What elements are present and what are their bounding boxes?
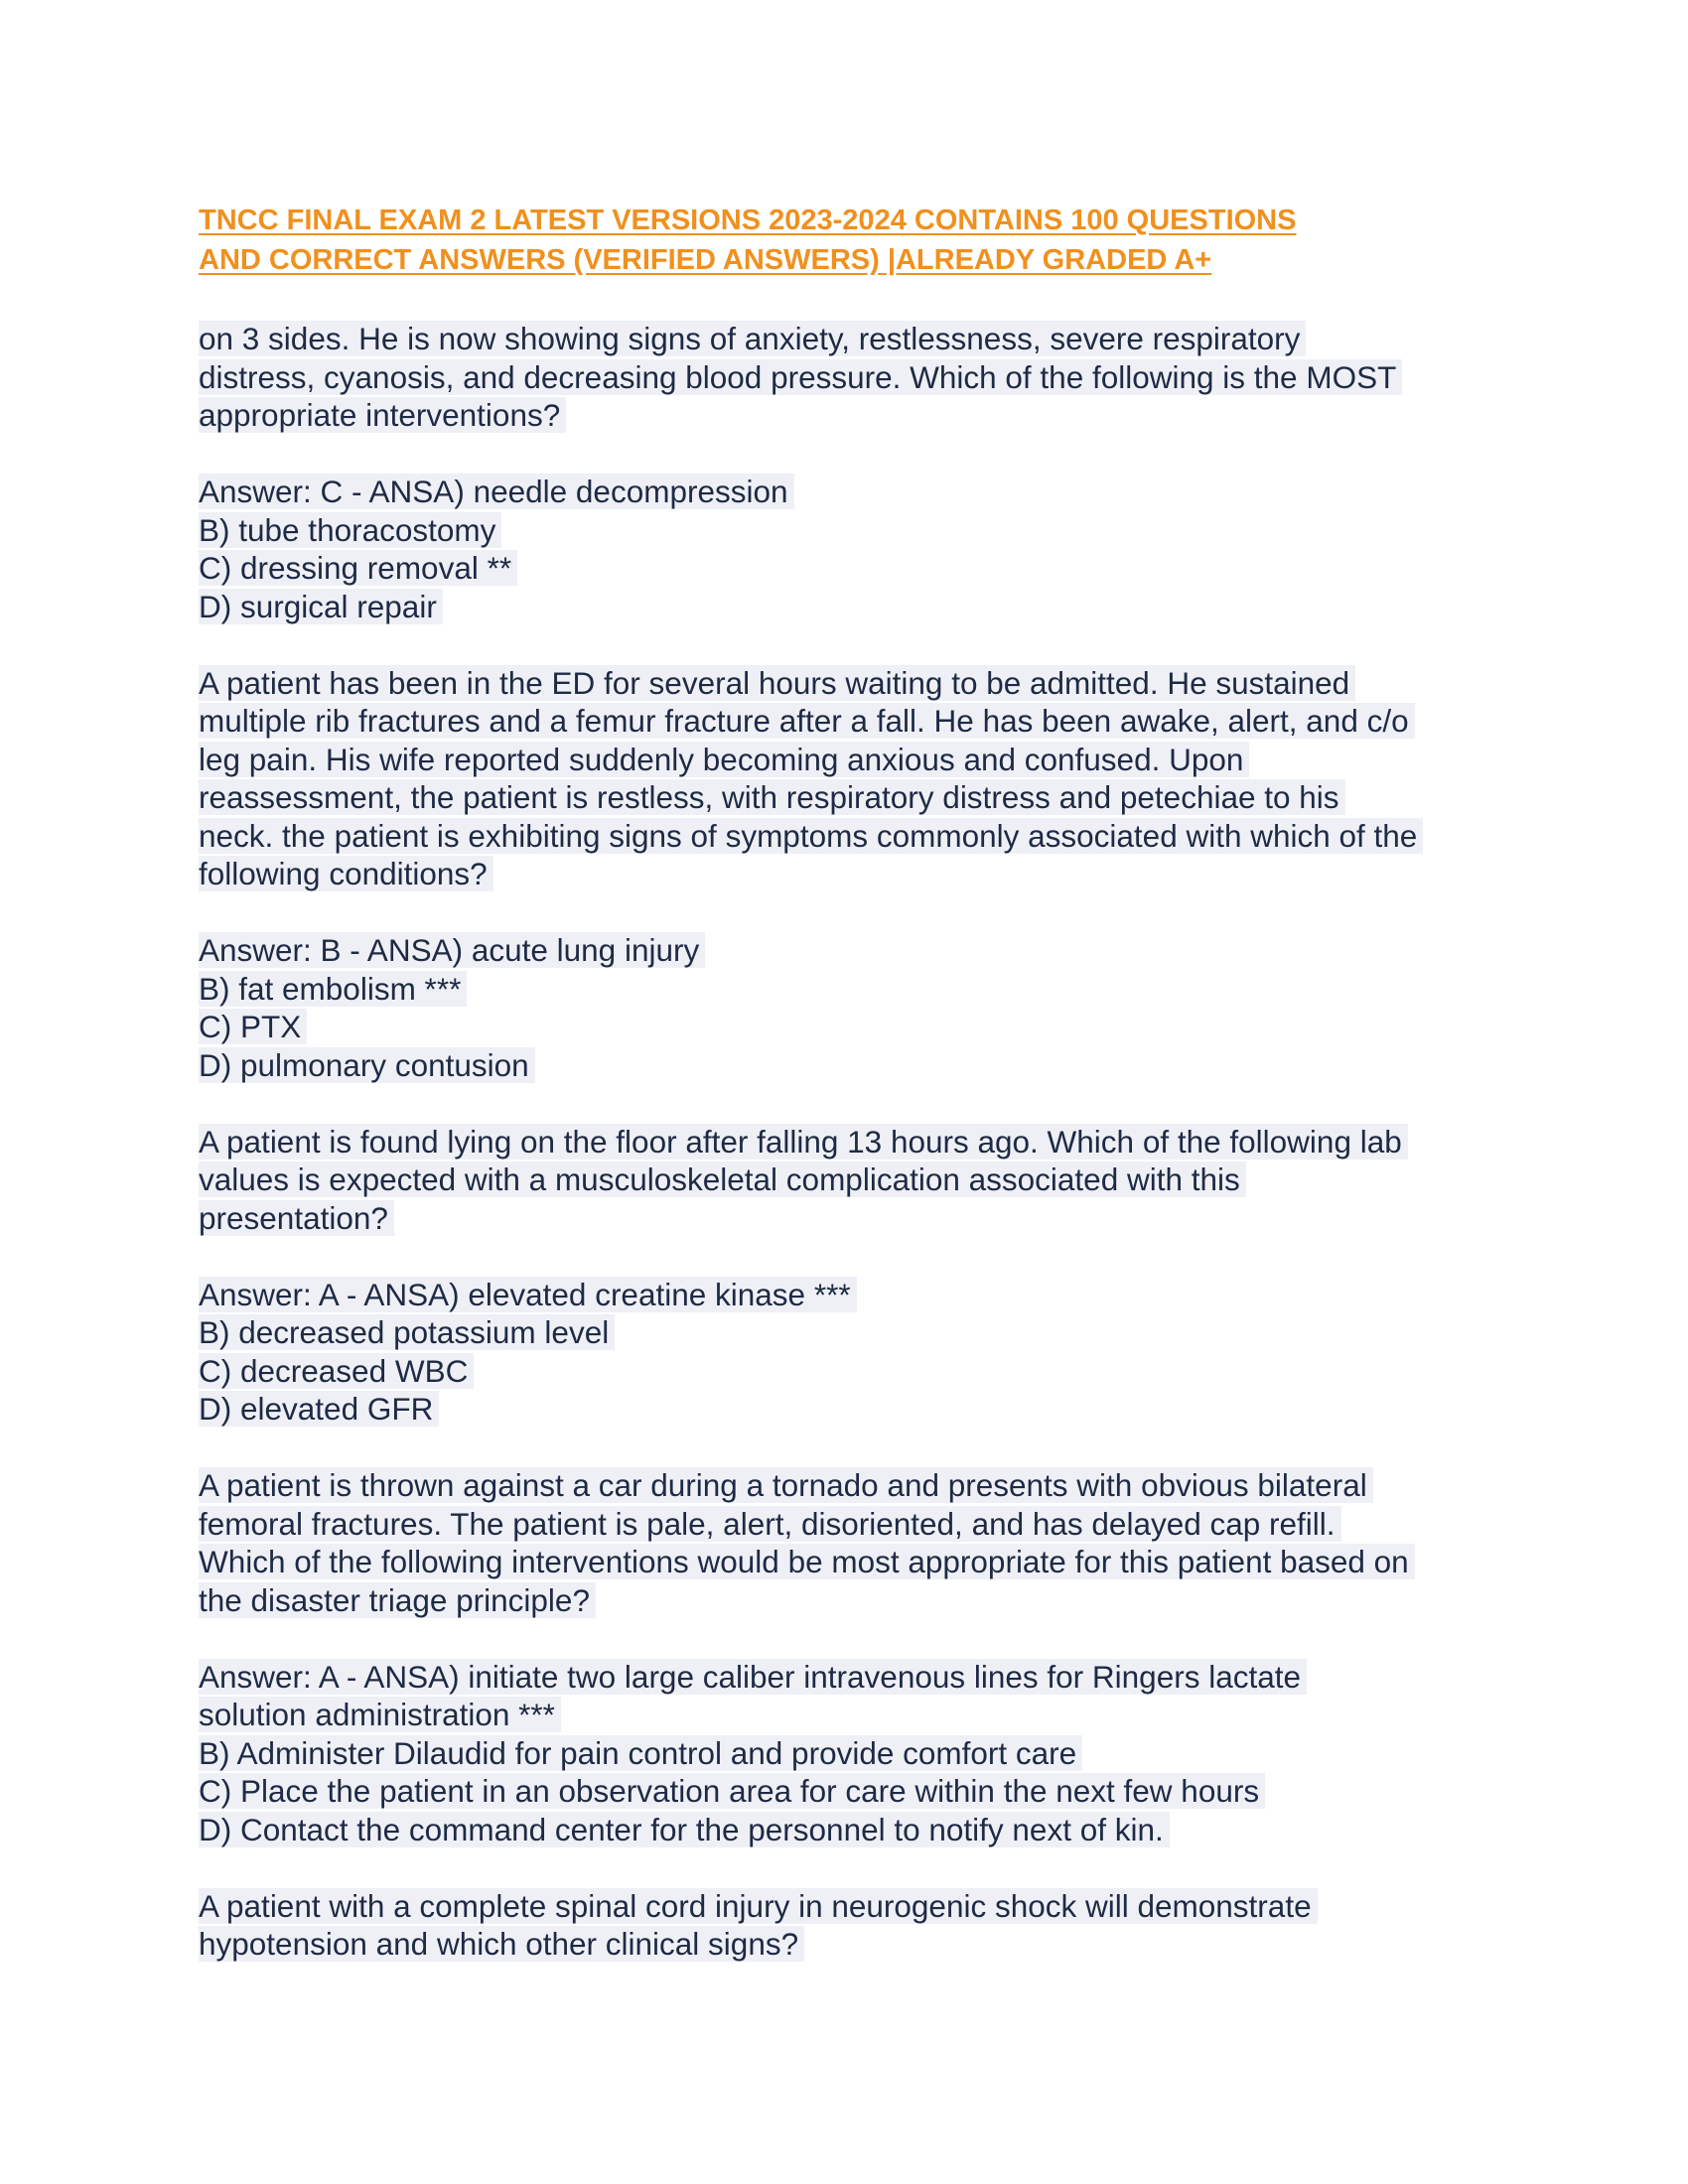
document-body xyxy=(199,320,1509,2001)
text-line: femoral fractures. The patient is pale, alert, disoriented, and has delayed cap refill. xyxy=(199,1505,1509,1544)
question-continuation xyxy=(199,320,1509,435)
text-line: neck. the patient is exhibiting signs of symptoms commonly associated with which of the xyxy=(199,817,1509,856)
answer-line: Answer: C - ANSA) needle decompression xyxy=(199,473,1509,511)
answer-block xyxy=(199,1276,1509,1429)
document-title-line-2: AND CORRECT ANSWERS (VERIFIED ANSWERS) |ALREADY GRADED A+ xyxy=(199,244,1212,276)
answer-block xyxy=(199,1658,1509,1849)
answer-line: solution administration *** xyxy=(199,1696,1509,1734)
document-title-line-1: TNCC FINAL EXAM 2 LATEST VERSIONS 2023-2024 CONTAINS 100 QUESTIONS xyxy=(199,205,1297,236)
option-line: B) fat embolism *** xyxy=(199,970,1509,1009)
option-line: B) Administer Dilaudid for pain control and provide comfort care xyxy=(199,1734,1509,1773)
text-line: A patient is found lying on the floor after falling 13 hours ago. Which of the following lab xyxy=(199,1123,1509,1161)
document-title xyxy=(199,201,1509,280)
option-line: D) pulmonary contusion xyxy=(199,1046,1509,1085)
text-line: values is expected with a musculoskeletal complication associated with this xyxy=(199,1160,1509,1199)
option-line: C) Place the patient in an observation area for care within the next few hours xyxy=(199,1772,1509,1811)
text-line: the disaster triage principle? xyxy=(199,1581,1509,1620)
option-line: C) decreased WBC xyxy=(199,1352,1509,1391)
text-line: multiple rib fractures and a femur fracture after a fall. He has been awake, alert, and c/o xyxy=(199,702,1509,741)
text-line: Which of the following interventions would be most appropriate for this patient based on xyxy=(199,1543,1509,1581)
question-block xyxy=(199,1887,1509,1964)
option-line: D) elevated GFR xyxy=(199,1390,1509,1429)
answer-block xyxy=(199,931,1509,1084)
question-block xyxy=(199,1466,1509,1619)
text-line: leg pain. His wife reported suddenly becoming anxious and confused. Upon xyxy=(199,741,1509,779)
answer-line: Answer: A - ANSA) elevated creatine kinase *** xyxy=(199,1276,1509,1314)
question-block xyxy=(199,1123,1509,1238)
text-line: reassessment, the patient is restless, with respiratory distress and petechiae to his xyxy=(199,778,1509,817)
text-line: presentation? xyxy=(199,1199,1509,1238)
option-line: B) tube thoracostomy xyxy=(199,511,1509,550)
text-line: on 3 sides. He is now showing signs of anxiety, restlessness, severe respiratory xyxy=(199,320,1509,358)
text-line: following conditions? xyxy=(199,855,1509,893)
question-block xyxy=(199,664,1509,893)
text-line: appropriate interventions? xyxy=(199,396,1509,435)
text-line: A patient has been in the ED for several hours waiting to be admitted. He sustained xyxy=(199,664,1509,703)
option-line: B) decreased potassium level xyxy=(199,1313,1509,1352)
option-line: D) Contact the command center for the personnel to notify next of kin. xyxy=(199,1811,1509,1849)
text-line: A patient with a complete spinal cord injury in neurogenic shock will demonstrate xyxy=(199,1887,1509,1926)
text-line: A patient is thrown against a car during a tornado and presents with obvious bilateral xyxy=(199,1466,1509,1505)
option-line: C) PTX xyxy=(199,1008,1509,1046)
option-line: D) surgical repair xyxy=(199,588,1509,626)
text-line: hypotension and which other clinical signs? xyxy=(199,1925,1509,1964)
answer-block xyxy=(199,473,1509,625)
option-line: C) dressing removal ** xyxy=(199,549,1509,588)
answer-line: Answer: B - ANSA) acute lung injury xyxy=(199,931,1509,970)
answer-line: Answer: A - ANSA) initiate two large caliber intravenous lines for Ringers lactate xyxy=(199,1658,1509,1697)
text-line: distress, cyanosis, and decreasing blood pressure. Which of the following is the MOST xyxy=(199,358,1509,397)
